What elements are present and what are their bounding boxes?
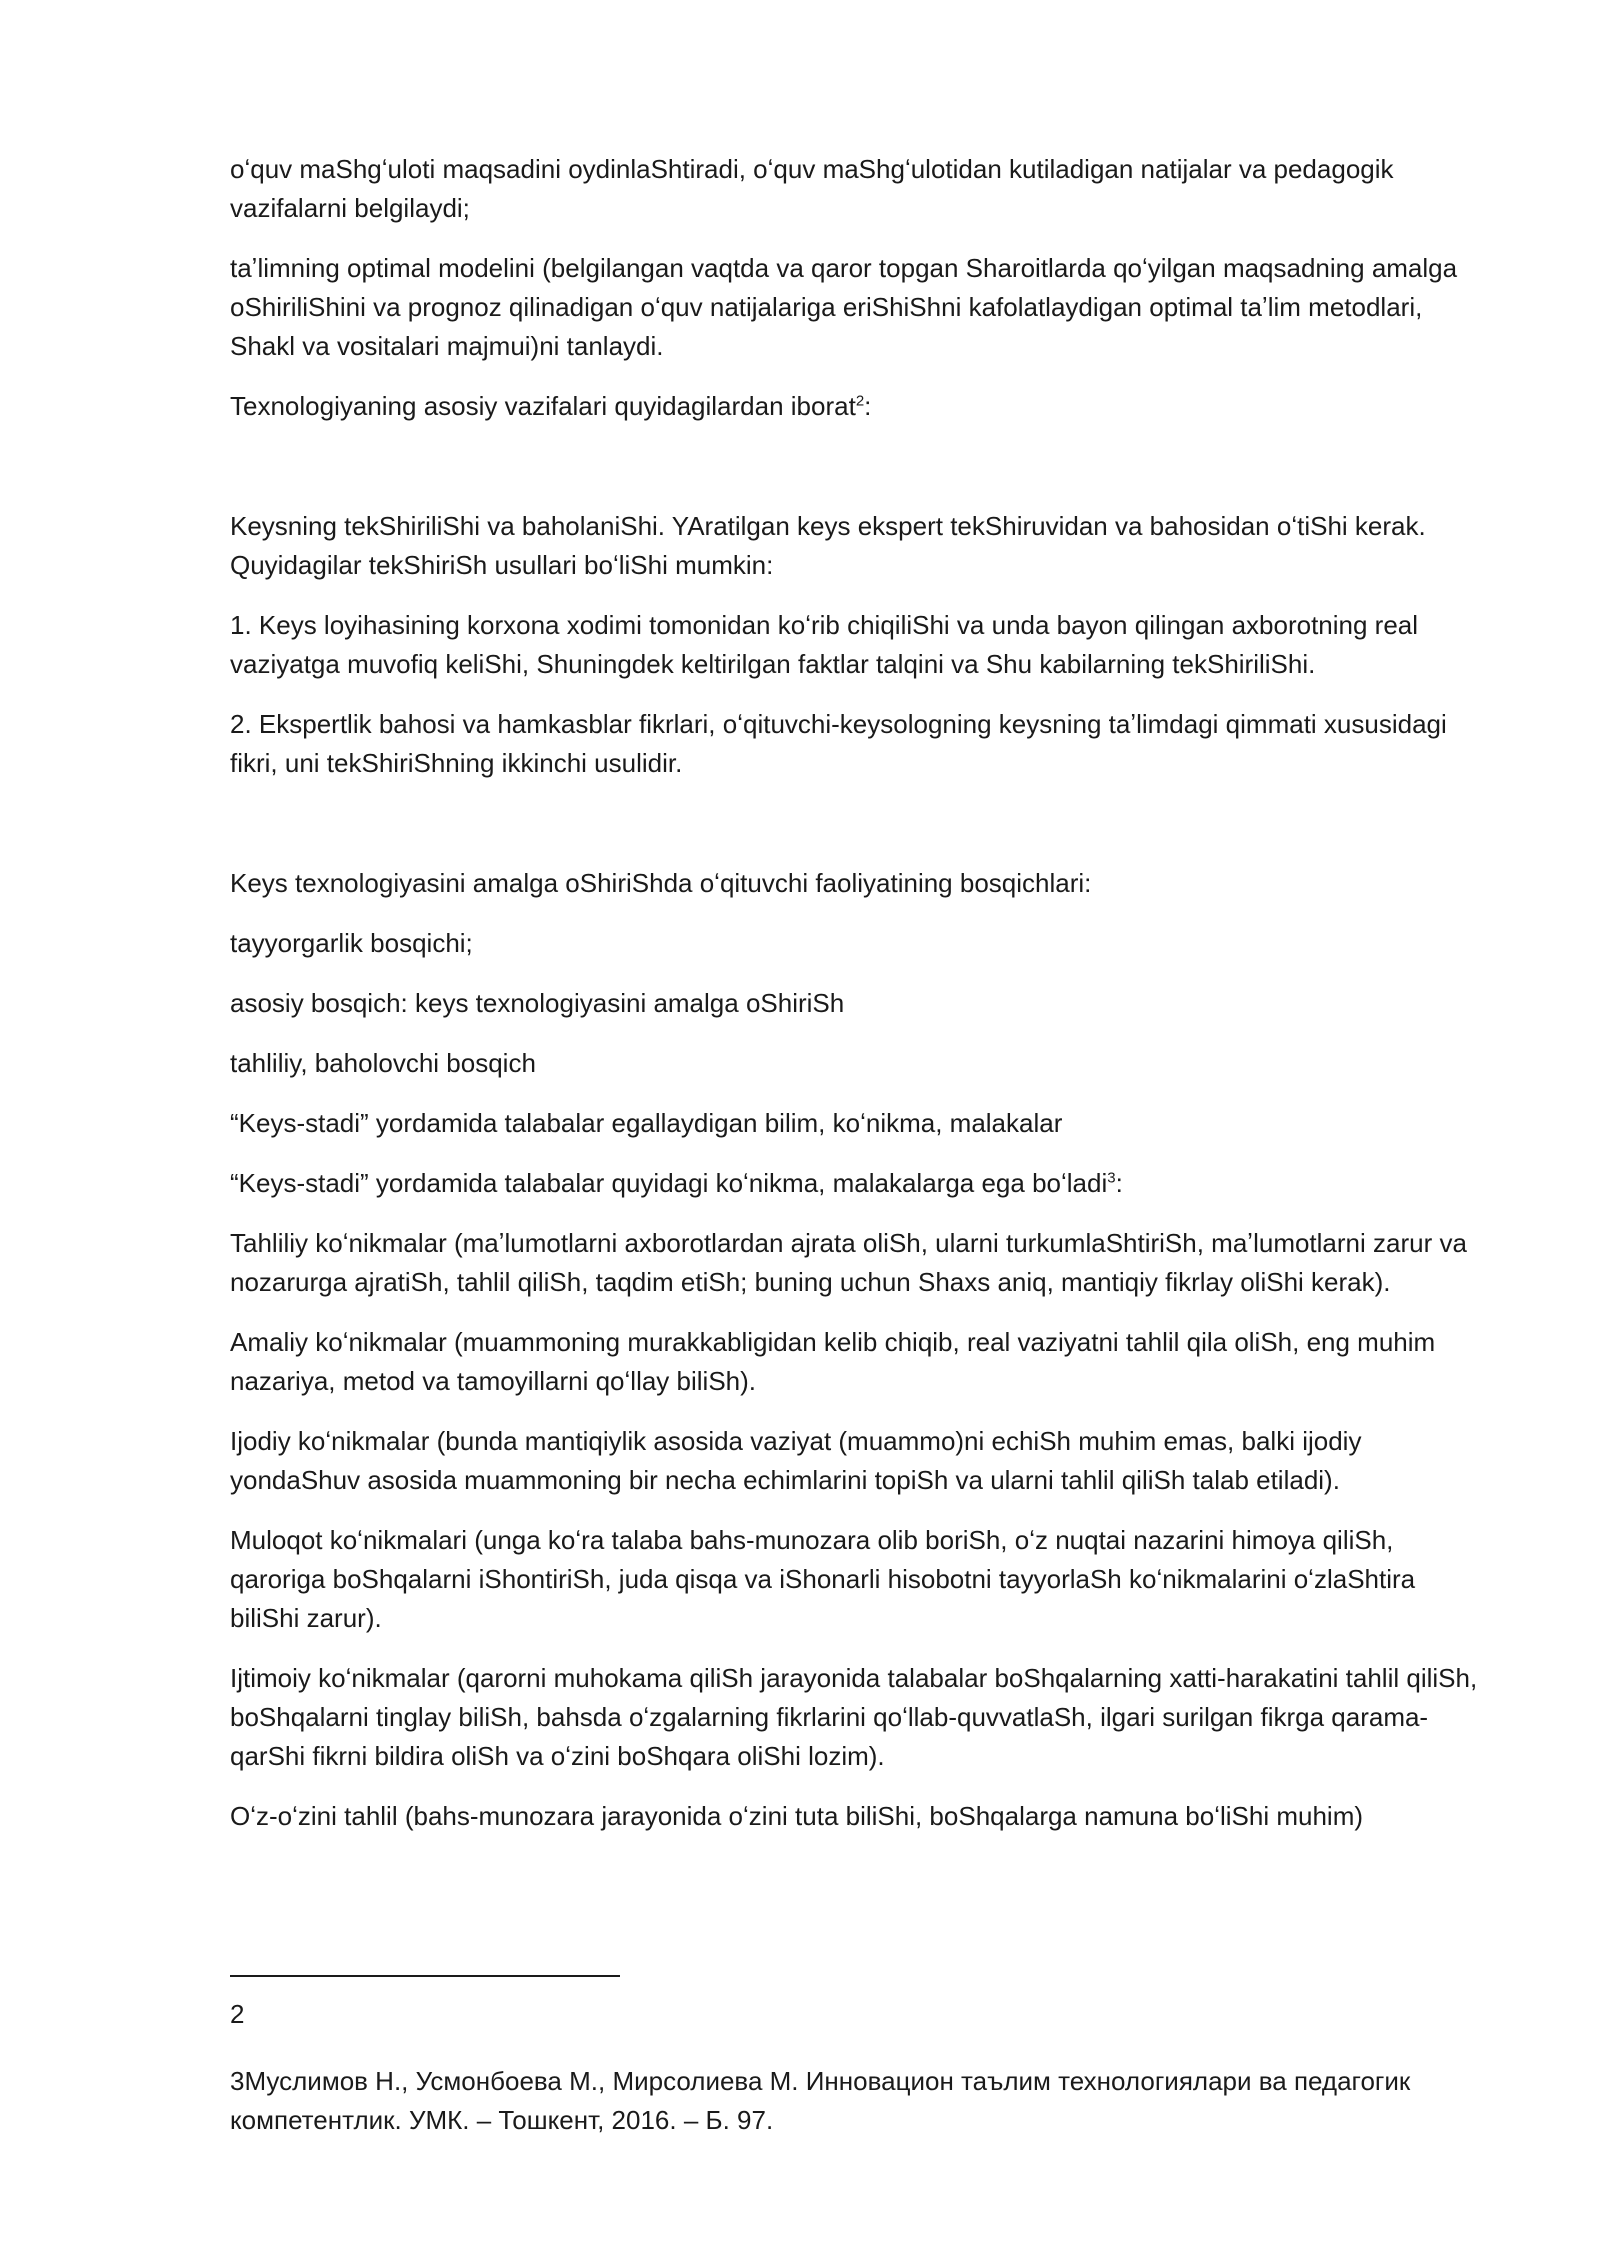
paragraph-colon: : — [864, 391, 872, 421]
paragraph: “Keys-stadi” yordamida talabalar egallaydigan bilim, koʻnikma, malakalar — [230, 1108, 1063, 1138]
paragraph: Tahliliy koʻnikmalar (maʼlumotlarni axborotlardan ajrata oliSh, ularni turkumlaShtiriSh, maʼlumotlarni zarur va nozarurga ajratiSh, tahlil qiliSh, taqdim etiSh; buning uchun Shaxs aniq, mantiqiy fikrlay oliShi kerak). — [230, 1228, 1467, 1297]
paragraph: Oʻz-oʻzini tahlil (bahs-munozara jarayonida oʻzini tuta biliShi, boShqalarga namuna boʻliShi muhim) — [230, 1801, 1364, 1831]
paragraph-with-footnote — [230, 387, 1490, 426]
empty-line — [230, 447, 1490, 507]
paragraph: Ijtimoiy koʻnikmalar (qarorni muhokama qiliSh jarayonida talabalar boShqalarning xatti-harakatini tahlil qiliSh, boShqalarni tinglay biliSh, bahsda oʻzgalarning fikrlarini qoʻllab-quvvatlaSh, ilgari surilgan fikrga qarama-qarShi fikrni bildira oliSh va oʻzini boShqara oliShi lozim). — [230, 1663, 1478, 1771]
paragraph: 1. Keys loyihasining korxona xodimi tomonidan koʻrib chiqiliShi va unda bayon qilingan axborotning real vaziyatga muvofiq keliShi, Shuningdek keltirilgan faktlar talqini va Shu kabilarning tekShiriliShi. — [230, 610, 1419, 679]
paragraph-with-footnote — [230, 1164, 1490, 1203]
paragraph: Ijodiy koʻnikmalar (bunda mantiqiylik asosida vaziyat (muammo)ni echiSh muhim emas, balki ijodiy yondaShuv asosida muammoning bir necha echimlarini topiSh va ularni tahlil qiliSh talab etiladi). — [230, 1426, 1362, 1495]
paragraph: Keys texnologiyasini amalga oShiriShda oʻqituvchi faoliyatining bosqichlari: — [230, 868, 1092, 898]
paragraph: oʻquv maShgʻuloti maqsadini oydinlaShtiradi, oʻquv maShgʻulotidan kutiladigan natijalar va pedagogik vazifalarni belgilaydi; — [230, 154, 1394, 223]
paragraph: Amaliy koʻnikmalar (muammoning murakkabligidan kelib chiqib, real vaziyatni tahlil qila oliSh, eng muhim nazariya, metod va tamoyillarni qoʻllay biliSh). — [230, 1327, 1436, 1396]
paragraph-colon: : — [1115, 1168, 1123, 1198]
footnote-3: 3Муслимов Н., Усмонбоева М., Мирсолиева М. Инновацион таълим технологиялари ва педагогик компетентлик. УМК. – Тошкент, 2016. – Б. 97. — [230, 2066, 1411, 2135]
empty-line — [230, 804, 1490, 864]
footnotes-section — [230, 1975, 1490, 2140]
paragraph: tahliliy, baholovchi bosqich — [230, 1048, 536, 1078]
paragraph-text: Texnologiyaning asosiy vazifalari quyidagilardan iborat — [230, 391, 856, 421]
document-body — [230, 150, 1490, 1857]
footnote-reference[interactable]: 2 — [855, 392, 865, 410]
paragraph: taʼlimning optimal modelini (belgilangan vaqtda va qaror topgan Sharoitlarda qoʻyilgan maqsadning amalga oShiriliShini va prognoz qilinadigan oʻquv natijalariga eriShiShni kafolatlaydigan optimal taʼlim metodlari, Shakl va vositalari majmui)ni tanlaydi. — [230, 253, 1458, 361]
paragraph-text: “Keys-stadi” yordamida talabalar quyidagi koʻnikma, malakalarga ega boʻladi — [230, 1168, 1108, 1198]
paragraph: asosiy bosqich: keys texnologiyasini amalga oShiriSh — [230, 988, 845, 1018]
footnote-separator — [230, 1975, 620, 1977]
footnote-reference[interactable]: 3 — [1107, 1169, 1116, 1187]
paragraph: 2. Ekspertlik bahosi va hamkasblar fikrlari, oʻqituvchi-keysologning keysning taʼlimdagi qimmati xususidagi fikri, uni tekShiriShning ikkinchi usulidir. — [230, 709, 1447, 778]
paragraph: Muloqot koʻnikmalari (unga koʻra talaba bahs-munozara olib boriSh, oʻz nuqtai nazarini himoya qiliSh, qaroriga boShqalarni iShontiriSh, juda qisqa va iShonarli hisobotni tayyorlaSh koʻnikmalarini oʻzlaShtira biliShi zarur). — [230, 1525, 1416, 1633]
footnote-2: 2 — [230, 1999, 245, 2029]
paragraph: Keysning tekShiriliShi va baholaniShi. YAratilgan keys ekspert tekShiruvidan va bahosidan oʻtiShi kerak. Quyidagilar tekShiriSh usullari boʻliShi mumkin: — [230, 511, 1426, 580]
paragraph: tayyorgarlik bosqichi; — [230, 928, 473, 958]
